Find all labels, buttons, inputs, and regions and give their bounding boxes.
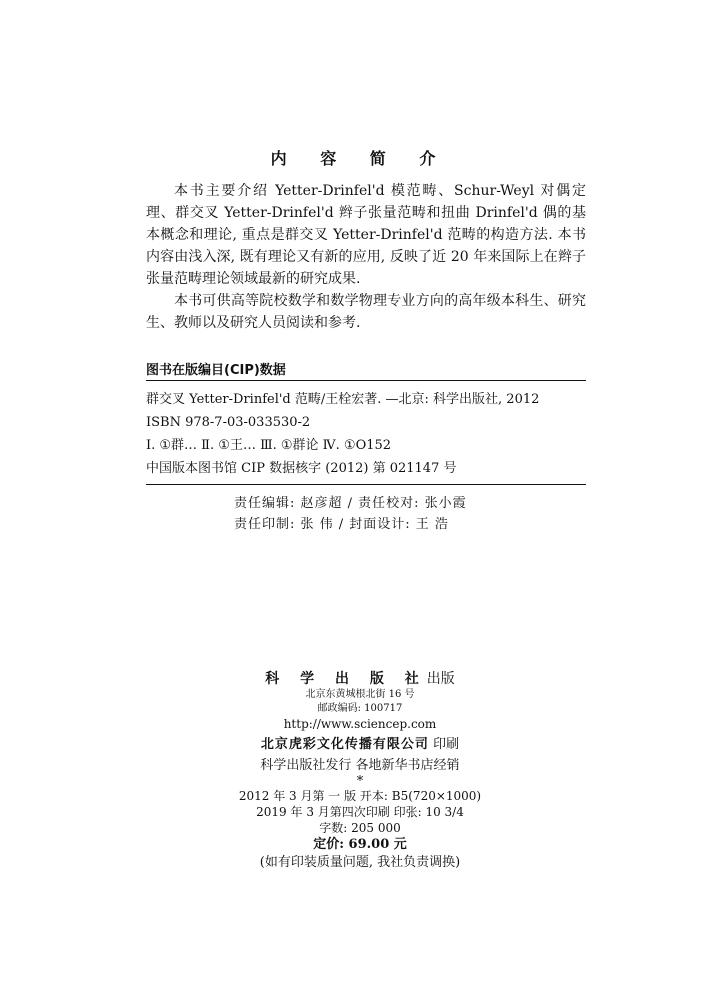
intro-paragraph-1: 本书主要介绍 Yetter-Drinfel'd 模范畴、Schur-Weyl 对偶定理、群交叉 Yetter-Drinfel'd 辫子张量范畴和扭曲 Drinfel'd 偶的基本概念和理论, 重点是群交叉 Yetter-Drinfel'd 范畴的构造方法. 本书内容由浅入深, 既有理论又有新的应用, 反映了近 20 年来国际上在辫子张量范畴理论领域最新的研究成果. xyxy=(146,183,586,287)
page-title: 内 容 简 介 xyxy=(270,149,450,168)
cip-block xyxy=(146,388,586,480)
distribution-line: 科学出版社发行 各地新华书店经销 xyxy=(260,758,460,773)
spec-edition: 2012 年 3 月第 一 版 开本: B5(720×1000) xyxy=(238,789,482,803)
credits-production: 责任印制: 张 伟 / 封面设计: 王 浩 xyxy=(234,517,449,532)
publisher-postcode: 邮政编码: 100717 xyxy=(317,703,403,714)
cip-line-isbn: ISBN 978-7-03-033530-2 xyxy=(146,415,311,430)
publisher-suffix: 出版 xyxy=(426,671,455,687)
cip-line-subjects: Ⅰ. ①群… Ⅱ. ①王… Ⅲ. ①群论 Ⅳ. ①O152 xyxy=(146,438,392,453)
cip-top-rule xyxy=(146,380,586,381)
publisher-name: 科 学 出 版 社 xyxy=(265,671,427,687)
cip-line-number: 中国版本图书馆 CIP 数据核字 (2012) 第 021147 号 xyxy=(146,461,457,476)
publisher-line xyxy=(0,668,720,688)
printer-line xyxy=(0,734,720,756)
intro-paragraph-2: 本书可供高等院校数学和数学物理专业方向的高年级本科生、研究生、教师以及研究人员阅读和参考. xyxy=(146,293,586,331)
publisher-address: 北京东黄城根北街 16 号 xyxy=(305,689,415,700)
price: 定价: 69.00 元 xyxy=(313,837,407,852)
credits-editors: 责任编辑: 赵彦超 / 责任校对: 张小霞 xyxy=(234,496,467,511)
spec-wordcount: 字数: 205 000 xyxy=(319,821,401,835)
printer-name: 北京虎彩文化传播有限公司 xyxy=(260,737,429,752)
publisher-block xyxy=(0,668,720,872)
credits-block xyxy=(234,493,467,535)
separator-star: * xyxy=(356,774,364,789)
quality-note: (如有印装质量问题, 我社负责调换) xyxy=(259,855,461,870)
cip-line-title: 群交叉 Yetter-Drinfel'd 范畴/王栓宏著. —北京: 科学出版社, 2012 xyxy=(146,392,540,407)
publisher-url: http://www.sciencep.com xyxy=(283,717,437,731)
cip-bottom-rule xyxy=(146,484,586,485)
intro-section xyxy=(146,180,586,334)
spec-printing: 2019 年 3 月第四次印刷 印张: 10 3/4 xyxy=(256,805,464,819)
cip-heading: 图书在版编目(CIP)数据 xyxy=(146,363,286,378)
printer-suffix: 印刷 xyxy=(433,737,460,752)
